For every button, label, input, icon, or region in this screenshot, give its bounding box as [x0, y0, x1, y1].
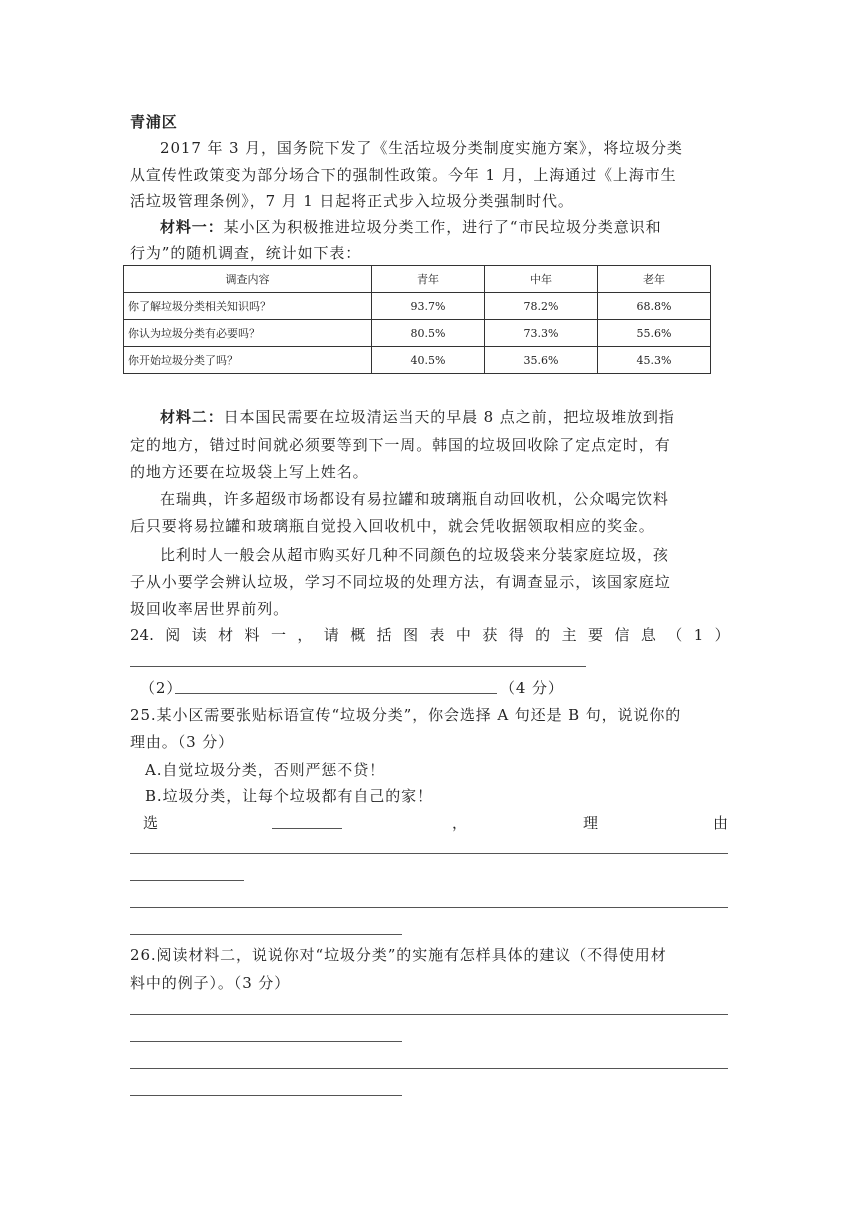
answer-line[interactable] [130, 853, 728, 854]
sweden-line-2: 后只要将易拉罐和玻璃瓶自觉投入回收机中，就会凭收据领取相应的奖金。 [130, 517, 655, 535]
question-24-part2 [140, 678, 560, 698]
question-24-char: （ [667, 626, 683, 644]
material1-text: 某小区为积极推进垃圾分类工作，进行了“市民垃圾分类意识和 [223, 218, 662, 236]
question-25-line-1: 25.某小区需要张贴标语宣传“垃圾分类”，你会选择 A 句还是 B 句，说说你的 [130, 706, 682, 724]
answer-line[interactable] [130, 1095, 402, 1096]
table-cell: 93.7% [372, 293, 485, 320]
material2-text: 日本国民需要在垃圾清运当天的早晨 8 点之前，把垃圾堆放到指 [223, 408, 675, 426]
table-header-cell: 调查内容 [124, 266, 372, 293]
question-24-char: 信 [614, 626, 630, 644]
choice-blank[interactable] [272, 828, 342, 829]
table-cell: 68.8% [598, 293, 711, 320]
table-header-cell: 中年 [485, 266, 598, 293]
answer-line[interactable] [130, 1014, 728, 1015]
table-row [124, 320, 711, 347]
table-cell: 80.5% [372, 320, 485, 347]
table-cell: 78.2% [485, 293, 598, 320]
part2-label: （2） [140, 679, 183, 697]
answer-line[interactable] [130, 1068, 728, 1069]
table-header-cell: 青年 [372, 266, 485, 293]
answer-line[interactable] [130, 1041, 402, 1042]
table-cell: 35.6% [485, 347, 598, 374]
material2-line-1 [130, 407, 760, 427]
material1-line-2: 行为”的随机调查，统计如下表： [130, 244, 362, 262]
table-cell: 你认为垃圾分类有必要吗？ [124, 320, 372, 347]
table-cell: 你开始垃圾分类了吗？ [124, 347, 372, 374]
material1-label: 材料一： [160, 218, 224, 236]
question-24-char: 主 [561, 626, 577, 644]
question-24 [130, 625, 730, 645]
question-24-char: 得 [508, 626, 524, 644]
table-header-row [124, 266, 711, 293]
question-24-char: 请 [323, 626, 339, 644]
reason-char: 理 [583, 814, 599, 832]
table-header-cell: 老年 [598, 266, 711, 293]
table-cell: 73.3% [485, 320, 598, 347]
question-24-char: 要 [588, 626, 604, 644]
question-24-char: 图 [403, 626, 419, 644]
table-row [124, 293, 711, 320]
select-label: 选 [143, 814, 159, 832]
option-a: A.自觉垃圾分类，否则严惩不贷！ [145, 761, 386, 779]
intro-line-3: 活垃圾管理条例》，7 月 1 日起将正式步入垃圾分类强制时代。 [130, 192, 574, 210]
survey-table [123, 265, 711, 374]
question-24-char: ） [714, 626, 730, 644]
question-24-score: （4 分） [500, 679, 564, 697]
question-24-char: 材 [218, 626, 234, 644]
question-24-char: 息 [640, 626, 656, 644]
question-24-char: 1 [693, 626, 704, 644]
district-heading: 青浦区 [130, 113, 178, 131]
question-24-char: 表 [429, 626, 445, 644]
table-row [124, 347, 711, 374]
question-24-char: 的 [535, 626, 551, 644]
answer-line[interactable] [130, 880, 244, 881]
intro-line-1: 2017 年 3 月，国务院下发了《生活垃圾分类制度实施方案》，将垃圾分类 [160, 139, 683, 157]
answer-line[interactable] [130, 934, 402, 935]
question-24-char: 获 [482, 626, 498, 644]
question-24-char: 读 [191, 626, 207, 644]
reason-char: 由 [713, 814, 729, 832]
belgium-line-1: 比利时人一般会从超市购买好几种不同颜色的垃圾袋来分装家庭垃圾，孩 [160, 546, 669, 564]
material1-line-1 [130, 217, 760, 237]
question-24-char: 阅 [165, 626, 181, 644]
sweden-line-1: 在瑞典，许多超级市场都设有易拉罐和玻璃瓶自动回收机，公众喝完饮料 [160, 490, 669, 508]
question-26-line-1: 26.阅读材料二，说说你对“垃圾分类”的实施有怎样具体的建议（不得使用材 [130, 946, 667, 964]
table-cell: 45.3% [598, 347, 711, 374]
answer-line[interactable] [130, 907, 728, 908]
question-24-char: 24. [130, 626, 154, 644]
question-24-char: 括 [376, 626, 392, 644]
material2-label: 材料二： [160, 408, 224, 426]
answer-line[interactable] [130, 666, 586, 667]
material2-line-3: 的地方还要在垃圾袋上写上姓名。 [130, 463, 369, 481]
question-24-char: 中 [455, 626, 471, 644]
intro-line-2: 从宣传性政策变为部分场合下的强制性政策。今年 1 月，上海通过《上海市生 [130, 166, 677, 184]
material2-line-2: 定的地方，错过时间就必须要等到下一周。韩国的垃圾回收除了定点定时，有 [130, 436, 671, 454]
belgium-line-2: 子从小要学会辨认垃圾，学习不同垃圾的处理方法，有调查显示，该国家庭垃 [130, 573, 671, 591]
option-b: B.垃圾分类，让每个垃圾都有自己的家！ [145, 787, 433, 805]
question-24-char: 概 [350, 626, 366, 644]
table-cell: 40.5% [372, 347, 485, 374]
question-26-line-2: 料中的例子）。（3 分） [130, 974, 291, 992]
table-cell: 55.6% [598, 320, 711, 347]
question-24-char: 一 [270, 626, 286, 644]
question-24-char: 料 [244, 626, 260, 644]
question-25-line-2: 理由。（3 分） [130, 733, 235, 751]
comma: ， [452, 814, 468, 832]
question-24-char: ， [297, 626, 313, 644]
belgium-line-3: 圾回收率居世界前列。 [130, 600, 290, 618]
table-cell: 你了解垃圾分类相关知识吗？ [124, 293, 372, 320]
answer-line[interactable] [175, 693, 497, 694]
